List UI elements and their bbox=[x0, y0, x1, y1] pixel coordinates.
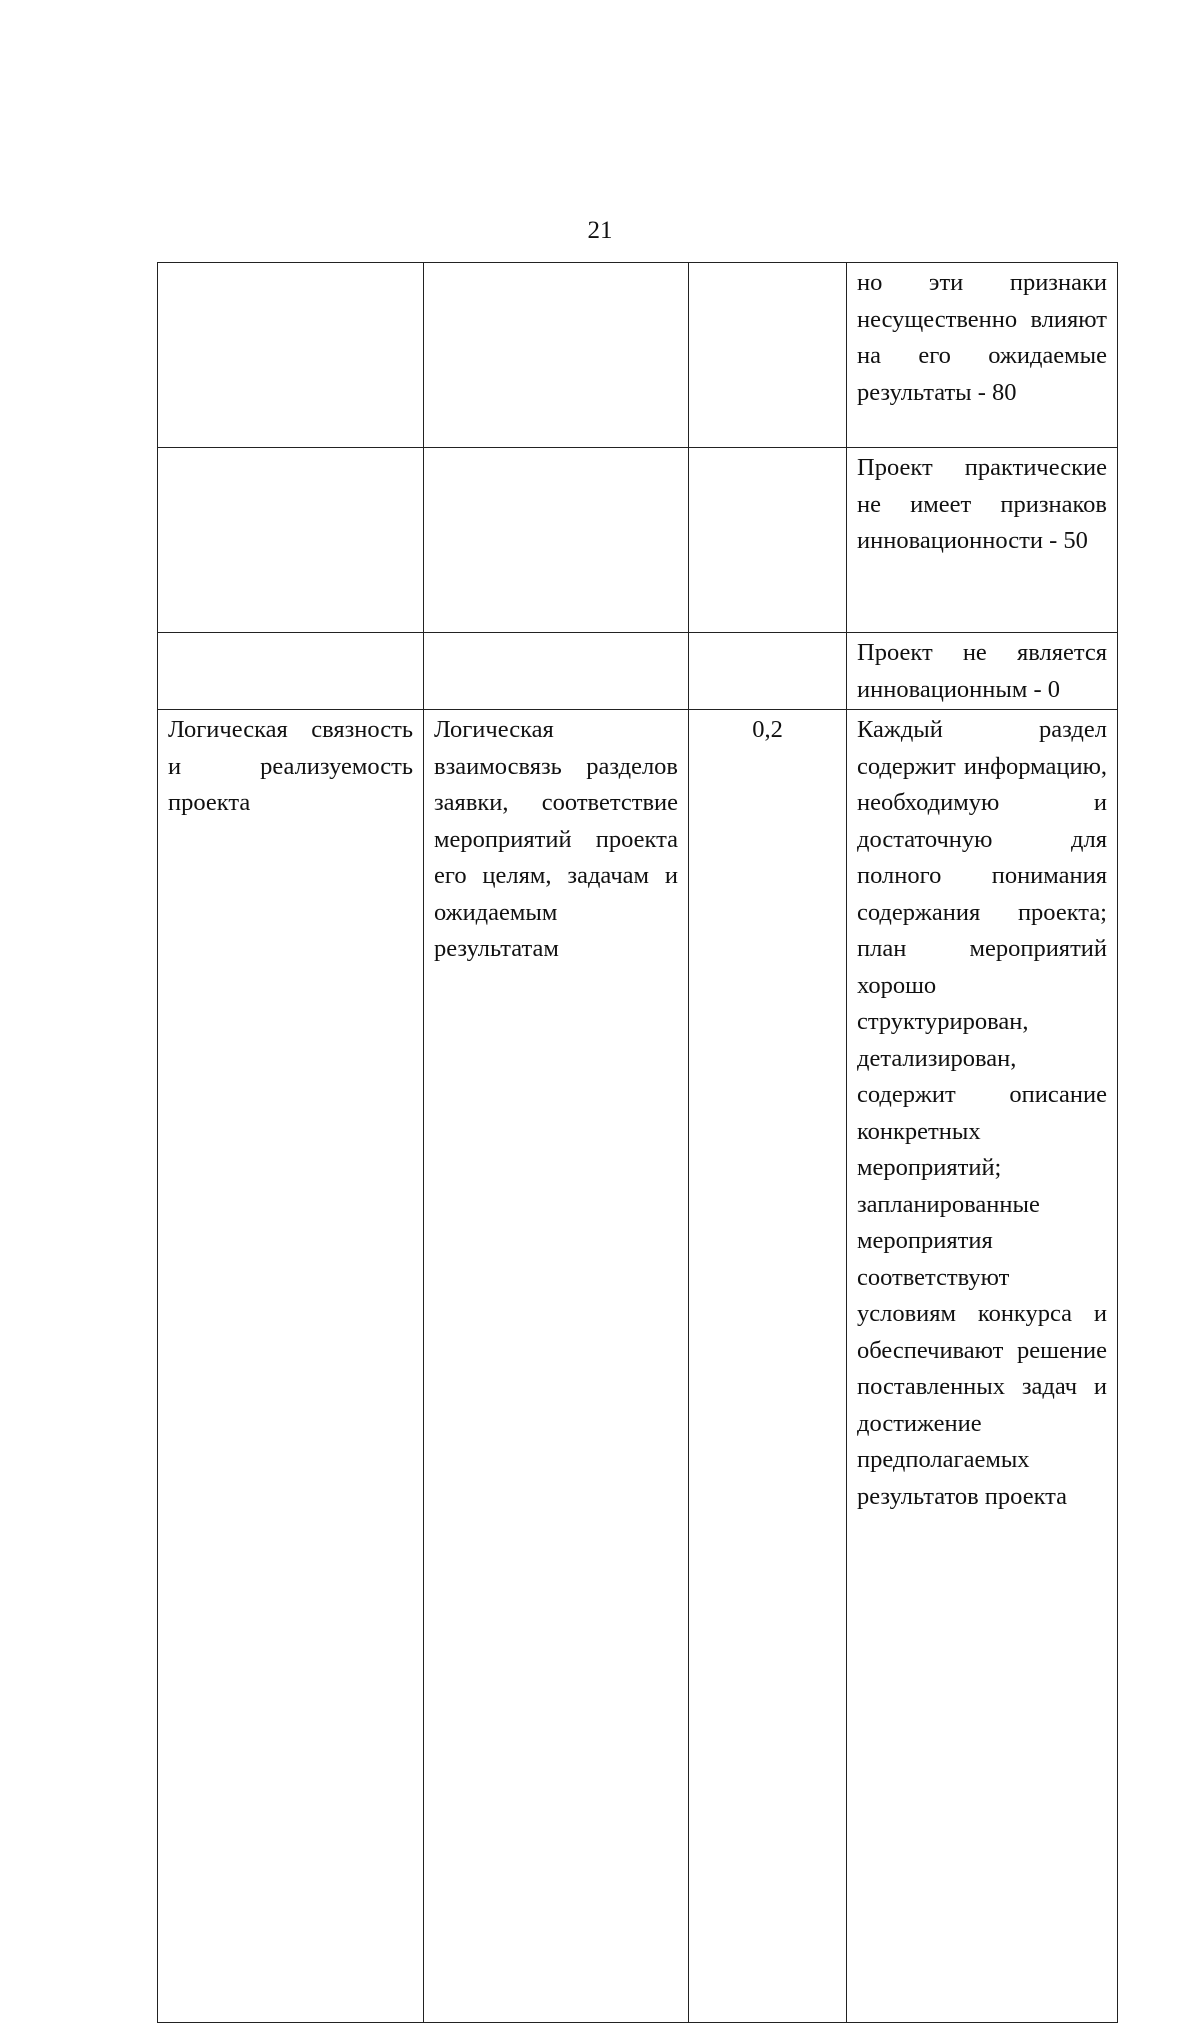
scoring-cell: Каждый раздел содержит информацию, необходимую и достаточную для полного понимания содержания проекта; план мероприятий хорошо структурирован, детализирован, содержит описание конкретных мероприятий; запланированные мероприятия соответствуют условиям конкурса и обеспечивают решение поставленных задач и достижение предполагаемых результатов проекта bbox=[847, 710, 1118, 2023]
table-row bbox=[158, 710, 1118, 2023]
weight-cell bbox=[689, 263, 847, 448]
criterion-cell: Логическая связность и реализуемость проекта bbox=[158, 710, 424, 2023]
scoring-cell: Проект не является инновационным - 0 bbox=[847, 633, 1118, 710]
description-cell bbox=[424, 263, 689, 448]
criterion-cell bbox=[158, 263, 424, 448]
description-cell: Логическая взаимосвязь разделов заявки, соответствие мероприятий проекта его целям, задачам и ожидаемым результатам bbox=[424, 710, 689, 2023]
criterion-cell bbox=[158, 448, 424, 633]
weight-cell bbox=[689, 448, 847, 633]
table-row bbox=[158, 263, 1118, 448]
scoring-cell: но эти признаки несущественно влияют на его ожидаемые результаты - 80 bbox=[847, 263, 1118, 448]
table-row bbox=[158, 448, 1118, 633]
page-number: 21 bbox=[587, 217, 613, 244]
criterion-cell bbox=[158, 633, 424, 710]
description-cell bbox=[424, 633, 689, 710]
evaluation-criteria-table bbox=[157, 262, 1118, 2023]
description-cell bbox=[424, 448, 689, 633]
weight-cell: 0,2 bbox=[689, 710, 847, 2023]
scoring-cell: Проект практические не имеет признаков инновационности - 50 bbox=[847, 448, 1118, 633]
table-row bbox=[158, 633, 1118, 710]
weight-cell bbox=[689, 633, 847, 710]
